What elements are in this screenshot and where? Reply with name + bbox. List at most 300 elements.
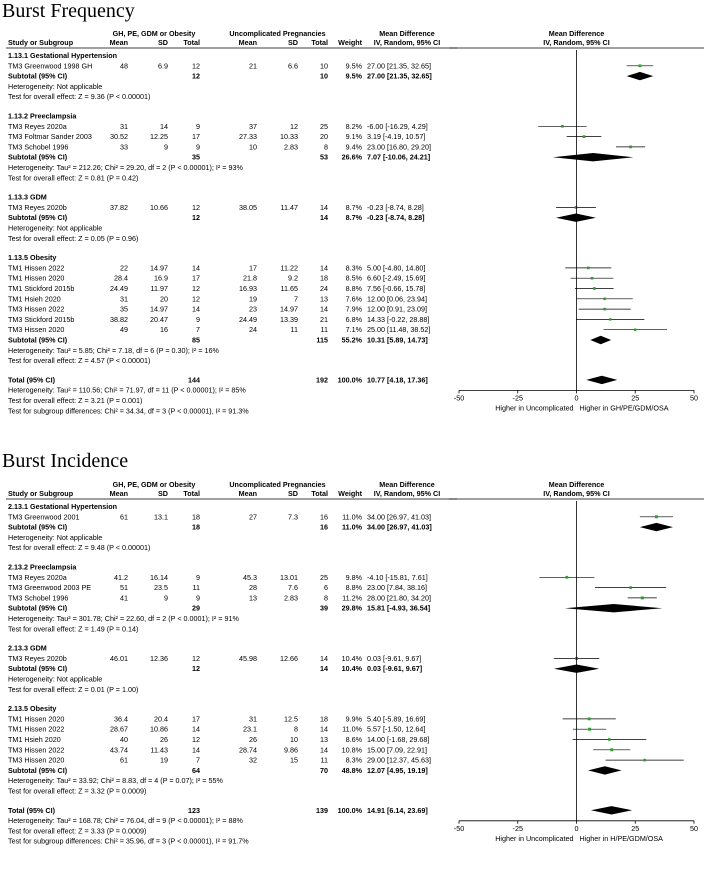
subtotal-label: Subtotal (95% CI) — [8, 152, 68, 162]
x-axis-tick-label: 50 — [690, 823, 698, 833]
header-study: Study or Subgroup — [8, 489, 74, 498]
study-total1: 7 — [196, 755, 200, 765]
subtotal-total1: 18 — [192, 522, 200, 532]
study-total2: 18 — [320, 714, 328, 724]
subtotal-total1: 12 — [192, 664, 200, 674]
study-mean2: 37 — [249, 121, 257, 131]
study-name: TM3 Hissen 2020 — [8, 325, 65, 335]
study-sd2: 14.97 — [280, 304, 298, 314]
study-total1: 17 — [192, 273, 200, 283]
study-mean1: 28.67 — [110, 724, 128, 734]
study-weight: 9.4% — [345, 142, 362, 152]
study-ci-text: 15.00 [7.09, 22.91] — [367, 745, 427, 755]
study-total1: 12 — [192, 653, 200, 663]
study-total1: 14 — [192, 304, 200, 314]
subtotal-total2: 10 — [320, 71, 328, 81]
study-sd2: 11.65 — [280, 284, 298, 293]
total-ci-text: 10.77 [4.18, 17.36] — [367, 375, 428, 385]
study-total2: 25 — [320, 572, 328, 582]
study-sd1: 19 — [160, 755, 168, 765]
subtotal-weight: 10.4% — [341, 664, 362, 674]
study-weight: 8.3% — [345, 755, 362, 765]
study-point — [610, 748, 613, 751]
study-total2: 18 — [320, 273, 328, 283]
study-sd2: 11.22 — [280, 263, 298, 273]
x-axis-tick-label: -25 — [512, 823, 523, 833]
study-sd2: 7.6 — [288, 583, 298, 593]
study-weight: 7.6% — [345, 294, 362, 304]
subgroup-heterogeneity: Heterogeneity: Not applicable — [8, 223, 103, 233]
subtotal-diamond — [565, 604, 662, 612]
study-mean1: 31 — [120, 294, 128, 304]
study-total1: 11 — [192, 583, 200, 593]
subgroup-title: 2.13.1 Gestational Hypertension — [8, 502, 118, 511]
study-total2: 11 — [320, 755, 328, 765]
study-point — [588, 718, 591, 721]
header-group1: GH, PE, GDM or Obesity — [112, 29, 196, 38]
chart-title-burst-incidence: Burst Incidence — [2, 450, 129, 472]
study-sd1: 12.25 — [150, 132, 168, 142]
study-name: TM3 Greenwood 2003 PE — [8, 583, 92, 593]
study-mean2: 38.05 — [239, 202, 257, 212]
total-total2: 192 — [316, 375, 328, 385]
favours-left-label: Higher in Uncomplicated — [495, 403, 574, 413]
subtotal-label: Subtotal (95% CI) — [8, 522, 68, 532]
footer-line: Test for overall effect: Z = 3.21 (P = 0.001) — [8, 396, 143, 405]
study-ci-text: 0.03 [-9.61, 9.67] — [367, 653, 422, 663]
study-total2: 14 — [320, 202, 328, 212]
study-sd2: 10 — [290, 735, 298, 744]
header-plot-title: Mean Difference — [548, 29, 605, 38]
subtotal-label: Subtotal (95% CI) — [8, 664, 68, 674]
study-point — [655, 515, 658, 518]
study-mean2: 45.98 — [239, 653, 257, 663]
study-total1: 9 — [196, 572, 200, 582]
study-mean1: 24.49 — [110, 284, 128, 293]
subgroup-overall-test: Test for overall effect: Z = 1.49 (P = 0.14) — [8, 624, 139, 634]
study-mean2: 27.33 — [239, 132, 257, 142]
study-total1: 14 — [192, 724, 200, 734]
subgroup-title: 1.13.2 Preeclampsia — [8, 111, 77, 121]
subtotal-diamond — [588, 766, 621, 774]
study-sd1: 20 — [160, 294, 168, 304]
study-sd1: 9 — [164, 593, 168, 603]
study-ci-text: 5.40 [-5.89, 16.69] — [367, 714, 426, 724]
study-sd2: 7 — [294, 294, 298, 304]
study-total1: 12 — [192, 202, 200, 212]
study-point — [561, 125, 564, 128]
x-axis-tick-label: 0 — [574, 823, 579, 833]
study-weight: 8.3% — [345, 263, 362, 273]
study-mean2: 28.74 — [239, 745, 257, 755]
subtotal-ci-text: 10.31 [5.89, 14.73] — [367, 335, 428, 345]
study-ci-text: 5.57 [-1.50, 12.64] — [367, 724, 426, 734]
study-mean2: 31 — [249, 714, 257, 724]
favours-right-label: Higher in H/PE/GDM/OSA — [579, 833, 663, 843]
study-mean1: 41.2 — [114, 572, 128, 582]
study-sd2: 6.6 — [288, 61, 298, 71]
total-label: Total (95% CI) — [8, 805, 55, 815]
study-mean2: 10 — [249, 142, 257, 152]
study-mean1: 49 — [120, 325, 128, 335]
header-mean2: Mean — [238, 38, 257, 47]
study-sd1: 9 — [164, 142, 168, 152]
study-weight: 10.4% — [341, 653, 362, 663]
study-weight: 11.2% — [342, 593, 362, 603]
study-point — [603, 298, 606, 301]
study-mean1: 48 — [120, 61, 128, 71]
subgroup-title: 1.13.5 Obesity — [8, 253, 57, 263]
study-mean2: 28 — [249, 583, 257, 593]
study-sd1: 16.9 — [154, 273, 168, 283]
study-ci-text: 27.00 [21.35, 32.65] — [367, 61, 431, 71]
study-sd2: 15 — [290, 755, 298, 765]
total-label: Total (95% CI) — [8, 375, 55, 385]
forest-plot-svg-1 — [4, 478, 704, 872]
study-point — [643, 759, 646, 762]
study-total1: 9 — [196, 121, 200, 131]
study-ci-text: 23.00 [7.84, 38.16] — [367, 583, 427, 593]
study-sd2: 11 — [290, 325, 298, 335]
study-point — [639, 64, 642, 67]
study-ci-text: -4.10 [-15.81, 7.61] — [367, 572, 428, 582]
study-weight: 8.5% — [345, 273, 362, 283]
study-sd1: 20.4 — [154, 714, 168, 724]
subtotal-diamond — [640, 523, 673, 531]
study-ci-text: 12.00 [0.91, 23.09] — [367, 304, 427, 314]
study-name: TM3 Hissen 2022 — [8, 745, 65, 755]
study-name: TM3 Greenwood 2001 — [8, 512, 80, 522]
subtotal-weight: 9.5% — [345, 71, 362, 81]
study-mean1: 38.82 — [110, 314, 128, 324]
total-diamond — [586, 376, 617, 384]
study-total1: 17 — [192, 714, 200, 724]
study-ci-text: 14.33 [-0.22, 28.88] — [367, 314, 430, 324]
study-name: TM3 Reyes 2020b — [8, 202, 67, 212]
study-weight: 11.0% — [342, 512, 362, 522]
study-weight: 9.5% — [345, 61, 362, 71]
header-total2: Total — [311, 38, 328, 47]
study-ci-text: 14.00 [-1.68, 29.68] — [367, 735, 430, 744]
header-plot-sub: IV, Random, 95% CI — [543, 38, 610, 47]
study-name: TM3 Stickford 2015b — [8, 314, 75, 324]
subgroup-title: 2.13.3 GDM — [8, 643, 47, 653]
study-name: TM3 Reyes 2020a — [8, 121, 67, 131]
header-sd1: SD — [158, 38, 168, 47]
study-ci-text: 3.19 [-4.19, 10.57] — [367, 132, 426, 142]
study-total2: 13 — [320, 735, 328, 744]
study-sd2: 12.5 — [284, 714, 298, 724]
study-total1: 14 — [192, 745, 200, 755]
study-ci-text: 23.00 [16.80, 29.20] — [367, 142, 431, 152]
footer-line: Test for subgroup differences: Chi² = 35.96, df = 3 (P < 0.00001), I² = 91.7% — [8, 836, 249, 846]
study-mean1: 41 — [120, 593, 128, 603]
study-name: TM3 Reyes 2020a — [8, 572, 67, 582]
study-mean1: 35 — [120, 304, 128, 314]
study-total1: 7 — [196, 325, 200, 335]
study-total1: 9 — [196, 142, 200, 152]
x-axis-tick-label: -25 — [512, 393, 523, 403]
forest-plot-burst-frequency — [4, 27, 704, 439]
subtotal-total1: 85 — [192, 335, 200, 345]
study-total1: 9 — [196, 314, 200, 324]
subtotal-weight: 26.6% — [341, 152, 362, 162]
footer-line: Test for subgroup differences: Chi² = 34.34, df = 3 (P < 0.00001), I² = 91.3% — [8, 406, 249, 416]
study-point — [588, 728, 591, 731]
subtotal-weight: 29.8% — [341, 603, 362, 613]
study-name: TM3 Foltmar Sander 2003 — [8, 132, 92, 142]
subtotal-label: Subtotal (95% CI) — [8, 335, 68, 345]
study-total2: 24 — [320, 284, 328, 293]
study-total2: 8 — [324, 142, 328, 152]
total-diamond — [591, 806, 632, 814]
subtotal-diamond — [627, 72, 654, 80]
study-total2: 20 — [320, 132, 328, 142]
study-total2: 14 — [320, 263, 328, 273]
subgroup-title: 1.13.3 GDM — [8, 192, 47, 202]
study-sd2: 12 — [290, 121, 298, 131]
study-sd2: 13.39 — [280, 314, 298, 324]
study-mean2: 26 — [249, 735, 257, 744]
header-md-title: Mean Difference — [379, 480, 435, 489]
header-total1: Total — [183, 38, 200, 47]
subtotal-diamond — [553, 153, 634, 161]
study-sd1: 10.86 — [150, 724, 168, 734]
subtotal-ci-text: -0.23 [-8.74, 8.28] — [367, 213, 425, 223]
forest-plot-burst-incidence — [4, 478, 704, 872]
study-mean1: 37.82 — [110, 202, 128, 212]
subgroup-overall-test: Test for overall effect: Z = 0.01 (P = 1.00) — [8, 684, 139, 694]
study-total2: 16 — [320, 512, 328, 522]
study-total2: 14 — [320, 724, 328, 734]
study-mean2: 13 — [249, 593, 257, 603]
subgroup-heterogeneity: Heterogeneity: Not applicable — [8, 81, 103, 91]
study-point — [591, 277, 594, 280]
study-name: TM1 Hissen 2020 — [8, 273, 65, 283]
study-mean1: 61 — [120, 755, 128, 765]
total-weight: 100.0% — [337, 375, 362, 385]
subtotal-ci-text: 15.81 [-4.93, 36.54] — [367, 603, 431, 613]
total-weight: 100.0% — [337, 805, 362, 815]
study-name: TM3 Schobel 1996 — [8, 593, 69, 603]
study-total1: 17 — [192, 132, 200, 142]
subgroup-title: 1.13.1 Gestational Hypertension — [8, 51, 118, 60]
study-total2: 10 — [320, 61, 328, 71]
study-sd2: 2.83 — [284, 142, 298, 152]
subtotal-ci-text: 27.00 [21.35, 32.65] — [367, 71, 432, 81]
study-sd1: 23.5 — [154, 583, 168, 593]
study-sd2: 2.83 — [284, 593, 298, 603]
study-name: TM1 Hsieh 2020 — [8, 735, 61, 744]
study-mean2: 24.49 — [239, 314, 257, 324]
study-ci-text: -0.23 [-8.74, 8.28] — [367, 202, 424, 212]
subtotal-ci-text: 0.03 [-9.61, 9.67] — [367, 664, 423, 674]
study-sd1: 13.1 — [154, 512, 168, 522]
subtotal-total1: 64 — [192, 765, 200, 775]
study-weight: 8.8% — [345, 583, 362, 593]
study-sd1: 12.36 — [150, 653, 168, 663]
study-name: TM3 Hissen 2020 — [8, 755, 65, 765]
study-name: TM1 Stickford 2015b — [8, 284, 75, 293]
study-mean2: 45.3 — [243, 572, 257, 582]
subgroup-title: 2.13.5 Obesity — [8, 704, 57, 714]
study-weight: 9.9% — [345, 714, 362, 724]
study-weight: 11.0% — [342, 724, 362, 734]
study-sd1: 20.47 — [150, 314, 168, 324]
study-ci-text: 6.60 [-2.49, 15.69] — [367, 273, 426, 283]
study-weight: 8.8% — [345, 284, 362, 293]
study-point — [629, 586, 632, 589]
subgroup-title: 2.13.2 Preeclampsia — [8, 562, 77, 572]
study-mean1: 28.4 — [114, 273, 128, 283]
header-sd2: SD — [288, 38, 298, 47]
study-point — [609, 318, 611, 320]
study-weight: 9.8% — [345, 572, 362, 582]
subtotal-total2: 70 — [320, 765, 328, 775]
total-total2: 139 — [316, 805, 328, 815]
study-point — [565, 576, 568, 579]
study-total2: 8 — [324, 593, 328, 603]
study-total2: 13 — [320, 294, 328, 304]
header-md-sub: IV, Random, 95% CI — [373, 38, 441, 47]
study-sd1: 6.9 — [158, 61, 168, 71]
x-axis-tick-label: 0 — [574, 393, 579, 403]
subtotal-label: Subtotal (95% CI) — [8, 603, 68, 613]
header-mean2: Mean — [238, 489, 257, 498]
header-weight: Weight — [338, 489, 362, 498]
subtotal-total2: 14 — [320, 213, 328, 223]
header-md-title: Mean Difference — [379, 29, 435, 38]
subtotal-total2: 16 — [320, 522, 328, 532]
subgroup-overall-test: Test for overall effect: Z = 4.57 (P < 0.00001) — [8, 356, 151, 366]
study-mean1: 33 — [120, 142, 128, 152]
study-sd2: 13.01 — [280, 572, 298, 582]
study-ci-text: 25.00 [11.48, 38.52] — [367, 325, 431, 335]
favours-right-label: Higher in GH/PE/GDM/OSA — [579, 403, 669, 413]
study-ci-text: 34.00 [26.97, 41.03] — [367, 512, 431, 522]
study-mean1: 43.74 — [110, 745, 128, 755]
study-name: TM1 Hissen 2020 — [8, 714, 65, 724]
study-point — [593, 287, 596, 290]
subtotal-weight: 11.0% — [342, 522, 362, 532]
study-total2: 6 — [324, 583, 328, 593]
study-mean2: 24 — [249, 325, 257, 335]
footer-line: Test for overall effect: Z = 3.33 (P = 0.0009) — [8, 826, 147, 836]
subtotal-total1: 29 — [192, 603, 200, 613]
footer-line: Heterogeneity: Tau² = 168.78; Chi² = 76.04, df = 9 (P < 0.00001); I² = 88% — [8, 816, 243, 826]
header-sd2: SD — [288, 489, 298, 498]
study-sd1: 10.66 — [150, 202, 168, 212]
study-sd2: 12.66 — [280, 653, 298, 663]
subtotal-label: Subtotal (95% CI) — [8, 213, 68, 223]
chart-title-burst-frequency: Burst Frequency — [2, 0, 135, 22]
subgroup-overall-test: Test for overall effect: Z = 3.32 (P = 0.0009) — [8, 786, 147, 796]
study-weight: 8.6% — [345, 735, 362, 744]
study-point — [629, 146, 632, 149]
subgroup-heterogeneity: Heterogeneity: Tau² = 5.85; Chi² = 7.18, df = 6 (P = 0.30); I² = 16% — [8, 345, 219, 355]
subtotal-weight: 55.2% — [341, 335, 362, 345]
study-sd1: 26 — [160, 735, 168, 744]
study-mean2: 19 — [249, 294, 257, 304]
study-sd1: 14 — [160, 121, 168, 131]
subgroup-heterogeneity: Heterogeneity: Tau² = 33.92; Chi² = 8.83, df = 4 (P = 0.07); I² = 55% — [8, 776, 223, 786]
study-ci-text: 7.56 [-0.66, 15.78] — [367, 284, 426, 293]
subgroup-heterogeneity: Heterogeneity: Not applicable — [8, 532, 103, 542]
study-mean1: 22 — [120, 263, 128, 273]
subtotal-label: Subtotal (95% CI) — [8, 765, 68, 775]
subtotal-total2: 115 — [316, 335, 328, 345]
subgroup-overall-test: Test for overall effect: Z = 0.81 (P = 0.42) — [8, 173, 139, 183]
header-total1: Total — [183, 489, 200, 498]
subtotal-total1: 12 — [192, 71, 200, 81]
x-axis-tick-label: 25 — [631, 393, 640, 403]
study-total1: 12 — [192, 735, 200, 744]
subgroup-overall-test: Test for overall effect: Z = 0.05 (P = 0.96) — [8, 233, 139, 243]
study-sd2: 7.3 — [288, 512, 298, 522]
subtotal-total1: 12 — [192, 213, 200, 223]
study-name: TM3 Reyes 2020b — [8, 653, 67, 663]
study-mean2: 32 — [249, 755, 257, 765]
study-weight: 7.9% — [345, 304, 362, 314]
subgroup-overall-test: Test for overall effect: Z = 9.36 (P < 0.00001) — [8, 92, 151, 102]
total-total1: 144 — [188, 375, 200, 385]
study-sd2: 10.33 — [280, 132, 298, 142]
x-axis-tick-label: -50 — [453, 823, 465, 833]
study-total1: 18 — [192, 512, 200, 522]
study-name: TM3 Greenwood 1998 GH — [8, 61, 93, 71]
study-mean1: 31 — [120, 121, 128, 131]
study-ci-text: 28.00 [21.80, 34.20] — [367, 593, 431, 603]
study-mean1: 30.52 — [110, 132, 128, 142]
header-study: Study or Subgroup — [8, 38, 74, 47]
study-total2: 14 — [320, 653, 328, 663]
study-mean1: 51 — [120, 583, 128, 593]
total-ci-text: 14.91 [6.14, 23.69] — [367, 805, 428, 815]
study-total2: 14 — [320, 745, 328, 755]
study-mean2: 23.1 — [243, 724, 257, 734]
x-axis-tick-label: -50 — [453, 393, 465, 403]
study-sd2: 8 — [294, 724, 298, 734]
header-group1: GH, PE, GDM or Obesity — [112, 480, 196, 489]
study-weight: 8.2% — [345, 121, 362, 131]
subgroup-heterogeneity: Heterogeneity: Tau² = 301.78; Chi² = 22.60, df = 2 (P < 0.0001); I² = 91% — [8, 614, 239, 623]
subgroup-heterogeneity: Heterogeneity: Tau² = 212.26; Chi² = 29.20, df = 2 (P < 0.00001); I² = 93% — [8, 163, 243, 172]
header-mean1: Mean — [109, 38, 128, 47]
subtotal-ci-text: 34.00 [26.97, 41.03] — [367, 522, 432, 532]
study-sd1: 16 — [160, 325, 168, 335]
study-point — [587, 267, 590, 270]
study-sd1: 14.97 — [150, 304, 168, 314]
subtotal-total2: 39 — [320, 603, 328, 613]
study-mean1: 61 — [120, 512, 128, 522]
study-sd2: 11.47 — [280, 202, 298, 212]
subtotal-ci-text: 7.07 [-10.06, 24.21] — [367, 152, 431, 162]
study-name: TM1 Hissen 2022 — [8, 724, 65, 734]
total-total1: 123 — [188, 805, 200, 815]
study-ci-text: 29.00 [12.37, 45.63] — [367, 755, 431, 765]
study-sd1: 16.14 — [150, 572, 168, 582]
study-ci-text: 12.00 [0.06, 23.94] — [367, 294, 427, 304]
study-point — [583, 135, 586, 138]
subtotal-total2: 14 — [320, 664, 328, 674]
subtotal-ci-text: 12.07 [4.95, 19.19] — [367, 765, 428, 775]
x-axis-tick-label: 50 — [690, 393, 698, 403]
study-total2: 14 — [320, 304, 328, 314]
study-mean2: 21.8 — [243, 273, 257, 283]
subtotal-weight: 48.8% — [341, 765, 362, 775]
header-sd1: SD — [158, 489, 168, 498]
subtotal-weight: 8.7% — [345, 213, 362, 223]
